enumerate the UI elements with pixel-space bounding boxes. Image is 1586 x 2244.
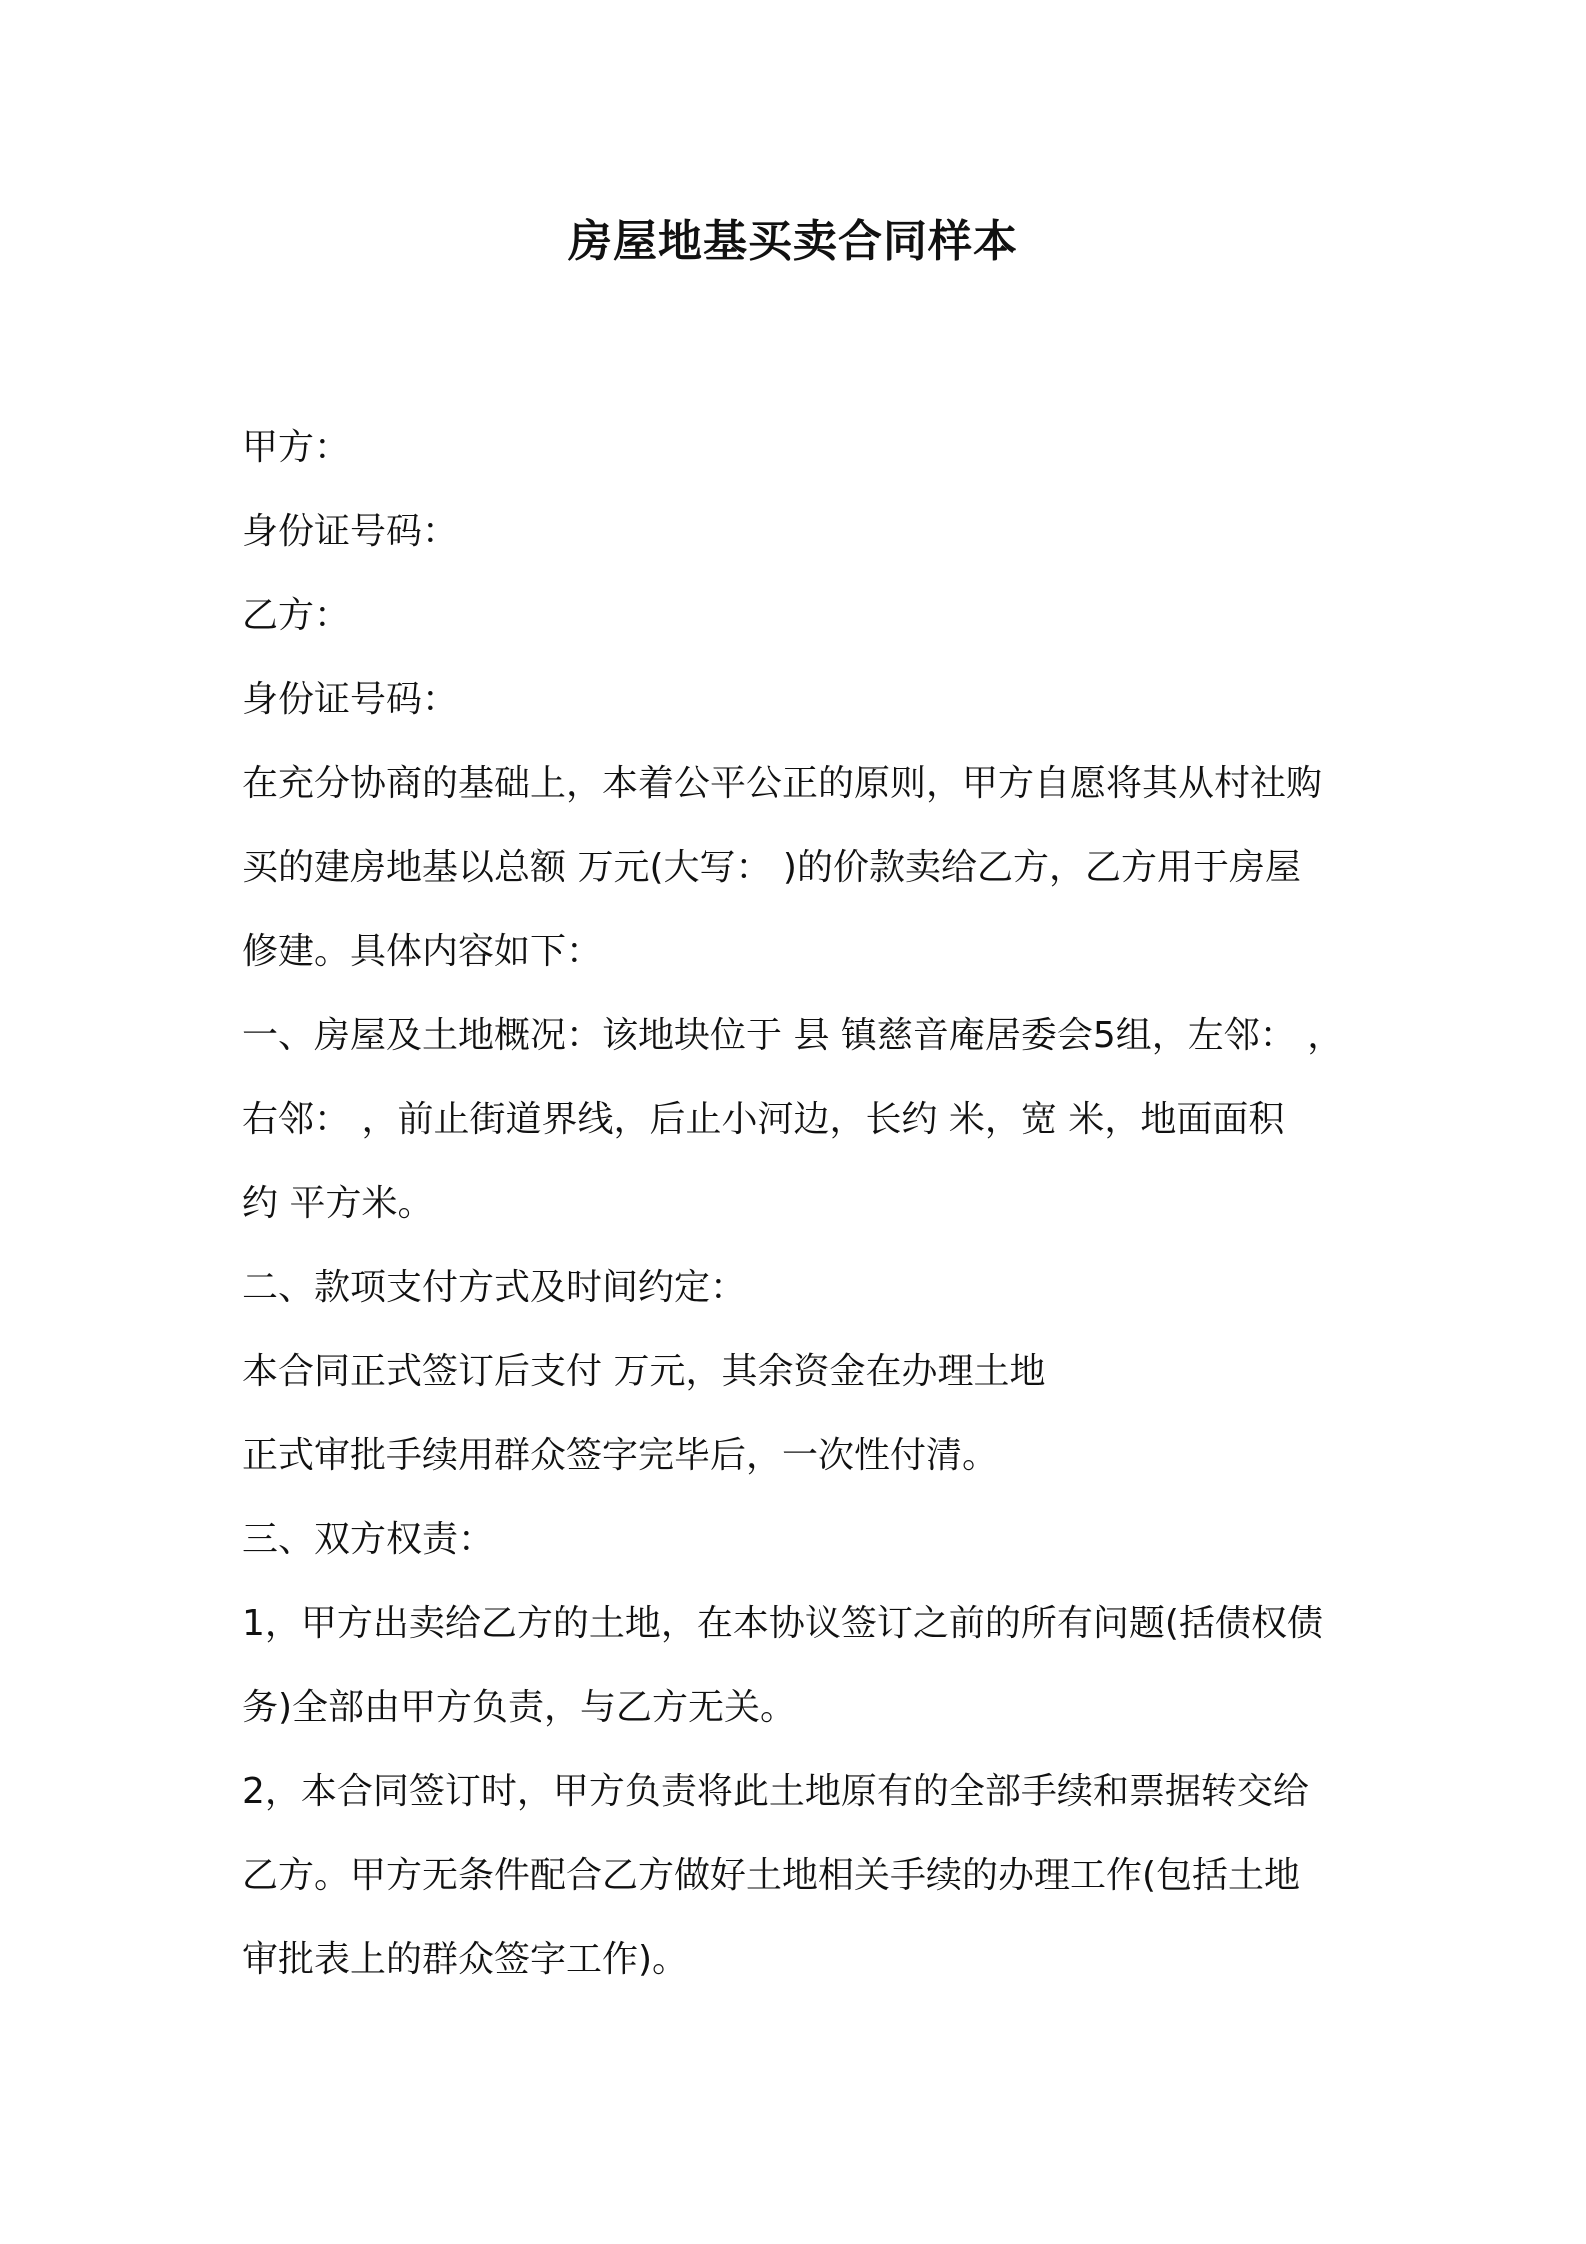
paragraph-line: 正式审批手续用群众签字完毕后，一次性付清。 [242,1435,999,1476]
party-a-line: 甲方： [242,427,351,468]
section-heading: 三、双方权责： [242,1519,495,1560]
party-b-id-line: 身份证号码： [242,679,459,720]
paragraph-line: 买的建房地基以总额 万元(大写： )的价款卖给乙方，乙方用于房屋 [242,847,1301,888]
document-body [242,406,1352,2002]
clause-line: 1，甲方出卖给乙方的土地，在本协议签订之前的所有问题(括债权债 [242,1603,1323,1644]
paragraph-line: 修建。具体内容如下： [242,931,603,972]
party-b-line: 乙方： [242,595,351,636]
clause-line: 审批表上的群众签字工作)。 [242,1939,689,1980]
paragraph-line: 约 平方米。 [242,1183,434,1224]
paragraph-line: 在充分协商的基础上，本着公平公正的原则，甲方自愿将其从村社购 [242,763,1323,804]
document-title: 房屋地基买卖合同样本 [568,216,1018,267]
clause-line: 2，本合同签订时，甲方负责将此土地原有的全部手续和票据转交给 [242,1771,1309,1812]
party-a-id-line: 身份证号码： [242,511,459,552]
clause-line: 务)全部由甲方负责，与乙方无关。 [242,1687,797,1728]
section-heading: 二、款项支付方式及时间约定： [242,1267,747,1308]
clause-line: 乙方。甲方无条件配合乙方做好土地相关手续的办理工作(包括土地 [242,1855,1301,1896]
paragraph-line: 右邻： ，前止街道界线，后止小河边，长约 米，宽 米，地面面积 [242,1099,1285,1140]
paragraph-line: 本合同正式签订后支付 万元，其余资金在办理土地 [242,1351,1046,1392]
section-heading: 一、房屋及土地概况：该地块位于 县 镇慈音庵居委会5组，左邻： ， [242,1015,1344,1056]
